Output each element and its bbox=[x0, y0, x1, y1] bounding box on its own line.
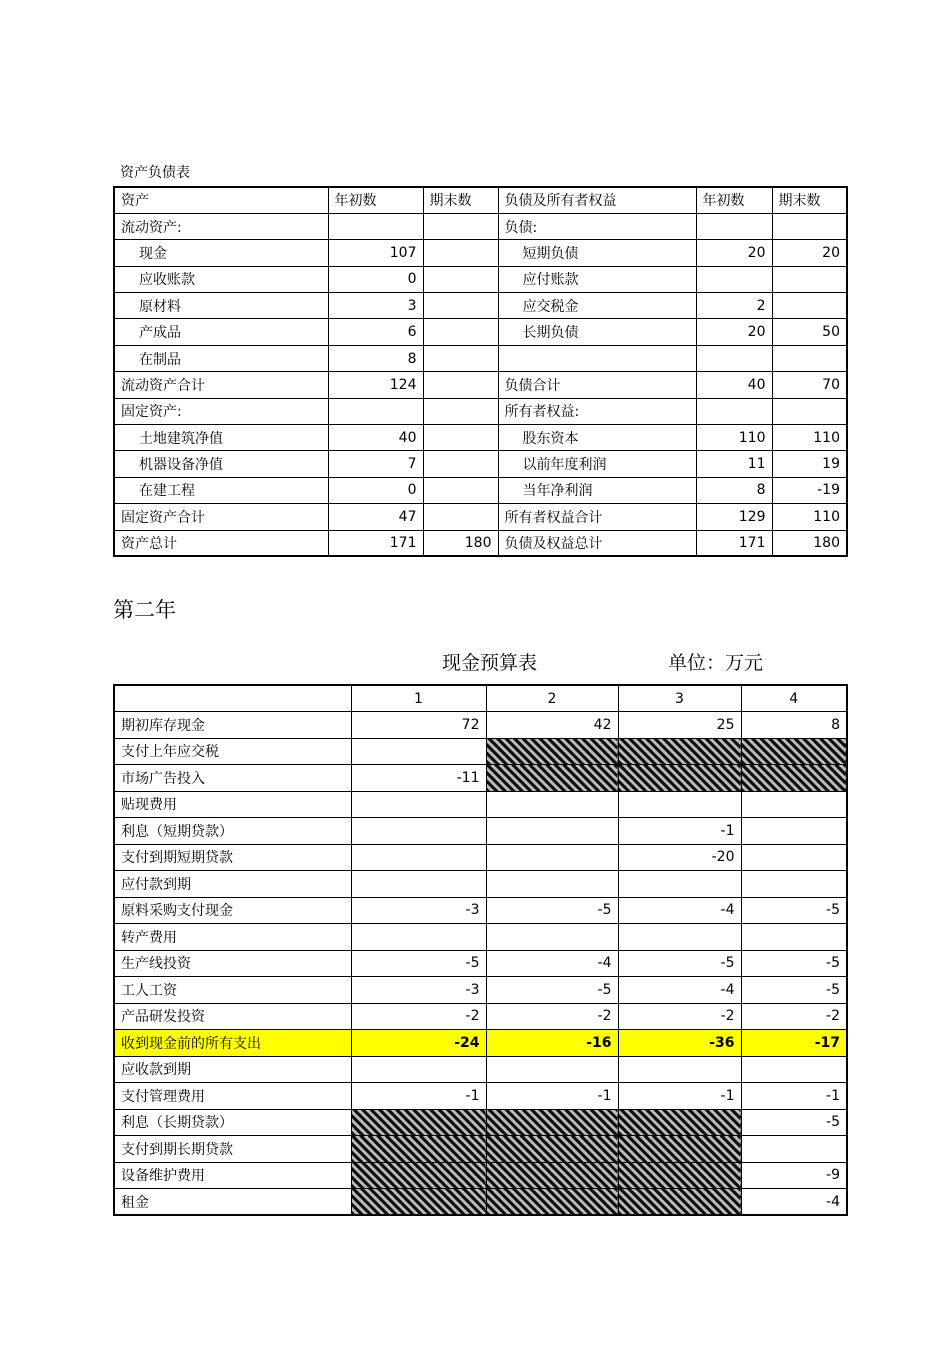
cash-budget-item-label: 租金 bbox=[114, 1189, 351, 1216]
hatched-cell bbox=[618, 1162, 741, 1189]
quarter-1-value: -24 bbox=[351, 1030, 486, 1057]
liability-begin-value: 8 bbox=[696, 477, 772, 503]
liability-end-value: 50 bbox=[772, 319, 847, 345]
cash-budget-item-label: 原料采购支付现金 bbox=[114, 897, 351, 924]
cash-budget-row bbox=[114, 871, 847, 898]
quarter-3-value bbox=[618, 791, 741, 818]
quarter-3-value bbox=[618, 871, 741, 898]
asset-label: 流动资产: bbox=[114, 213, 328, 239]
balance-sheet-row bbox=[114, 477, 847, 503]
cash-budget-table bbox=[113, 684, 848, 1216]
cash-budget-unit: 单位：万元 bbox=[668, 652, 764, 674]
liability-label: 当年净利润 bbox=[498, 477, 696, 503]
quarter-3-value: -1 bbox=[618, 1083, 741, 1110]
hatched-cell bbox=[351, 1162, 486, 1189]
liability-label: 应付账款 bbox=[498, 266, 696, 292]
quarter-4-value: -5 bbox=[741, 897, 847, 924]
asset-label: 原材料 bbox=[114, 293, 328, 319]
asset-begin-value: 0 bbox=[328, 477, 423, 503]
liability-label bbox=[498, 345, 696, 371]
liability-end-value: 110 bbox=[772, 425, 847, 451]
quarter-3-value: -5 bbox=[618, 950, 741, 977]
liability-label: 长期负债 bbox=[498, 319, 696, 345]
balance-sheet-row bbox=[114, 398, 847, 424]
asset-end-value bbox=[423, 345, 498, 371]
liability-end-value bbox=[772, 213, 847, 239]
header-liabilities: 负债及所有者权益 bbox=[498, 187, 696, 213]
hatched-cell bbox=[351, 1109, 486, 1136]
cash-budget-row bbox=[114, 791, 847, 818]
cash-budget-row bbox=[114, 738, 847, 765]
quarter-4-value bbox=[741, 791, 847, 818]
quarter-3-value: -20 bbox=[618, 844, 741, 871]
hatched-cell bbox=[618, 765, 741, 792]
hatched-cell bbox=[741, 765, 847, 792]
asset-end-value bbox=[423, 425, 498, 451]
asset-label: 现金 bbox=[114, 240, 328, 266]
quarter-4-value: -9 bbox=[741, 1162, 847, 1189]
asset-begin-value: 40 bbox=[328, 425, 423, 451]
cash-budget-item-label: 收到现金前的所有支出 bbox=[114, 1030, 351, 1057]
asset-end-value bbox=[423, 451, 498, 477]
liability-begin-value: 20 bbox=[696, 240, 772, 266]
cash-budget-total-row bbox=[114, 1030, 847, 1057]
quarter-4-value bbox=[741, 1056, 847, 1083]
hatched-cell bbox=[618, 1189, 741, 1216]
quarter-2-value bbox=[486, 791, 618, 818]
quarter-4-value bbox=[741, 818, 847, 845]
quarter-1-value: 72 bbox=[351, 712, 486, 739]
liability-end-value: 110 bbox=[772, 504, 847, 530]
quarter-1-value bbox=[351, 844, 486, 871]
liability-end-value bbox=[772, 293, 847, 319]
balance-sheet-row bbox=[114, 240, 847, 266]
quarter-4-value: -1 bbox=[741, 1083, 847, 1110]
cash-budget-item-label: 支付上年应交税 bbox=[114, 738, 351, 765]
balance-sheet-row bbox=[114, 372, 847, 398]
liability-end-value: 180 bbox=[772, 530, 847, 556]
cash-budget-row bbox=[114, 1083, 847, 1110]
cash-budget-header-row bbox=[114, 685, 847, 712]
cash-budget-item-label: 支付到期长期贷款 bbox=[114, 1136, 351, 1163]
hatched-cell bbox=[486, 1136, 618, 1163]
quarter-4-value bbox=[741, 924, 847, 951]
cash-budget-title: 现金预算表 bbox=[442, 652, 538, 674]
liability-begin-value bbox=[696, 345, 772, 371]
liability-label: 所有者权益: bbox=[498, 398, 696, 424]
liability-label: 以前年度利润 bbox=[498, 451, 696, 477]
asset-begin-value: 8 bbox=[328, 345, 423, 371]
cash-budget-item-label: 产品研发投资 bbox=[114, 1003, 351, 1030]
asset-begin-value: 107 bbox=[328, 240, 423, 266]
liability-label: 负债合计 bbox=[498, 372, 696, 398]
quarter-3-value: -2 bbox=[618, 1003, 741, 1030]
quarter-2-value bbox=[486, 844, 618, 871]
quarter-3-value: -1 bbox=[618, 818, 741, 845]
header-quarter-2: 2 bbox=[486, 685, 618, 712]
liability-begin-value bbox=[696, 266, 772, 292]
liability-begin-value: 110 bbox=[696, 425, 772, 451]
asset-begin-value: 0 bbox=[328, 266, 423, 292]
quarter-2-value: -4 bbox=[486, 950, 618, 977]
balance-sheet-row bbox=[114, 293, 847, 319]
hatched-cell bbox=[618, 738, 741, 765]
balance-sheet-title: 资产负债表 bbox=[120, 165, 190, 181]
asset-begin-value bbox=[328, 213, 423, 239]
asset-label: 土地建筑净值 bbox=[114, 425, 328, 451]
liability-begin-value bbox=[696, 398, 772, 424]
balance-sheet-row bbox=[114, 319, 847, 345]
hatched-cell bbox=[486, 765, 618, 792]
asset-begin-value: 6 bbox=[328, 319, 423, 345]
balance-sheet-row bbox=[114, 266, 847, 292]
hatched-cell bbox=[741, 738, 847, 765]
quarter-1-value bbox=[351, 924, 486, 951]
balance-sheet-row bbox=[114, 345, 847, 371]
quarter-4-value bbox=[741, 871, 847, 898]
cash-budget-item-label: 利息（长期贷款） bbox=[114, 1109, 351, 1136]
hatched-cell bbox=[351, 1136, 486, 1163]
cash-budget-row bbox=[114, 1109, 847, 1136]
quarter-3-value: -36 bbox=[618, 1030, 741, 1057]
asset-begin-value: 3 bbox=[328, 293, 423, 319]
quarter-1-value: -3 bbox=[351, 977, 486, 1004]
header-liabilities-begin: 年初数 bbox=[696, 187, 772, 213]
quarter-2-value bbox=[486, 871, 618, 898]
cash-budget-row bbox=[114, 950, 847, 977]
asset-end-value bbox=[423, 319, 498, 345]
header-quarter-1: 1 bbox=[351, 685, 486, 712]
asset-end-value bbox=[423, 293, 498, 319]
balance-sheet-row bbox=[114, 504, 847, 530]
asset-begin-value: 7 bbox=[328, 451, 423, 477]
liability-begin-value: 171 bbox=[696, 530, 772, 556]
header-quarter-4: 4 bbox=[741, 685, 847, 712]
cash-budget-row bbox=[114, 924, 847, 951]
cash-budget-row bbox=[114, 844, 847, 871]
cash-budget-row bbox=[114, 977, 847, 1004]
cash-budget-item-label: 贴现费用 bbox=[114, 791, 351, 818]
asset-end-value bbox=[423, 398, 498, 424]
header-quarter-3: 3 bbox=[618, 685, 741, 712]
quarter-2-value bbox=[486, 924, 618, 951]
asset-end-value bbox=[423, 504, 498, 530]
asset-label: 固定资产: bbox=[114, 398, 328, 424]
cash-budget-item-label: 期初库存现金 bbox=[114, 712, 351, 739]
liability-begin-value: 40 bbox=[696, 372, 772, 398]
hatched-cell bbox=[351, 1189, 486, 1216]
quarter-4-value: 8 bbox=[741, 712, 847, 739]
quarter-1-value: -11 bbox=[351, 765, 486, 792]
header-liabilities-end: 期末数 bbox=[772, 187, 847, 213]
asset-end-value bbox=[423, 477, 498, 503]
cash-budget-row bbox=[114, 897, 847, 924]
cash-budget-item-label: 应收款到期 bbox=[114, 1056, 351, 1083]
cash-budget-item-label: 利息（短期贷款） bbox=[114, 818, 351, 845]
quarter-3-value: -4 bbox=[618, 977, 741, 1004]
quarter-1-value: -2 bbox=[351, 1003, 486, 1030]
asset-label: 在制品 bbox=[114, 345, 328, 371]
asset-label: 流动资产合计 bbox=[114, 372, 328, 398]
quarter-1-value bbox=[351, 1056, 486, 1083]
asset-label: 固定资产合计 bbox=[114, 504, 328, 530]
asset-label: 在建工程 bbox=[114, 477, 328, 503]
year-heading: 第二年 bbox=[113, 598, 176, 622]
asset-end-value bbox=[423, 372, 498, 398]
asset-end-value: 180 bbox=[423, 530, 498, 556]
asset-label: 产成品 bbox=[114, 319, 328, 345]
asset-end-value bbox=[423, 266, 498, 292]
cash-budget-row bbox=[114, 712, 847, 739]
hatched-cell bbox=[486, 738, 618, 765]
balance-sheet-row bbox=[114, 213, 847, 239]
balance-sheet-row bbox=[114, 425, 847, 451]
balance-sheet-row bbox=[114, 530, 847, 556]
quarter-2-value: -5 bbox=[486, 897, 618, 924]
liability-end-value: 70 bbox=[772, 372, 847, 398]
asset-begin-value bbox=[328, 398, 423, 424]
liability-label: 负债: bbox=[498, 213, 696, 239]
quarter-3-value: -4 bbox=[618, 897, 741, 924]
cash-budget-row bbox=[114, 818, 847, 845]
asset-begin-value: 171 bbox=[328, 530, 423, 556]
liability-begin-value: 129 bbox=[696, 504, 772, 530]
quarter-3-value: 25 bbox=[618, 712, 741, 739]
liability-end-value bbox=[772, 345, 847, 371]
liability-end-value: 20 bbox=[772, 240, 847, 266]
cash-budget-item-label: 生产线投资 bbox=[114, 950, 351, 977]
cash-budget-row bbox=[114, 1003, 847, 1030]
liability-begin-value: 2 bbox=[696, 293, 772, 319]
quarter-3-value bbox=[618, 1056, 741, 1083]
liability-label: 所有者权益合计 bbox=[498, 504, 696, 530]
hatched-cell bbox=[486, 1189, 618, 1216]
liability-label: 负债及权益总计 bbox=[498, 530, 696, 556]
quarter-2-value: -5 bbox=[486, 977, 618, 1004]
asset-begin-value: 47 bbox=[328, 504, 423, 530]
asset-label: 机器设备净值 bbox=[114, 451, 328, 477]
quarter-1-value: -5 bbox=[351, 950, 486, 977]
asset-end-value bbox=[423, 240, 498, 266]
cash-budget-row bbox=[114, 1136, 847, 1163]
liability-end-value: -19 bbox=[772, 477, 847, 503]
cash-budget-item-label: 工人工资 bbox=[114, 977, 351, 1004]
quarter-1-value: -3 bbox=[351, 897, 486, 924]
cash-budget-item-label: 支付到期短期贷款 bbox=[114, 844, 351, 871]
quarter-1-value: -1 bbox=[351, 1083, 486, 1110]
asset-end-value bbox=[423, 213, 498, 239]
hatched-cell bbox=[618, 1136, 741, 1163]
quarter-2-value: -2 bbox=[486, 1003, 618, 1030]
liability-label: 短期负债 bbox=[498, 240, 696, 266]
liability-label: 应交税金 bbox=[498, 293, 696, 319]
cash-budget-item-label: 转产费用 bbox=[114, 924, 351, 951]
quarter-2-value: -16 bbox=[486, 1030, 618, 1057]
quarter-4-value: -5 bbox=[741, 1109, 847, 1136]
hatched-cell bbox=[486, 1162, 618, 1189]
liability-begin-value: 20 bbox=[696, 319, 772, 345]
quarter-1-value bbox=[351, 871, 486, 898]
quarter-1-value bbox=[351, 791, 486, 818]
liability-label: 股东资本 bbox=[498, 425, 696, 451]
asset-label: 资产总计 bbox=[114, 530, 328, 556]
cash-budget-item-label: 应付款到期 bbox=[114, 871, 351, 898]
quarter-4-value: -5 bbox=[741, 977, 847, 1004]
liability-begin-value: 11 bbox=[696, 451, 772, 477]
balance-sheet-row bbox=[114, 451, 847, 477]
cash-budget-row bbox=[114, 765, 847, 792]
liability-end-value: 19 bbox=[772, 451, 847, 477]
quarter-1-value bbox=[351, 818, 486, 845]
asset-label: 应收账款 bbox=[114, 266, 328, 292]
liability-end-value bbox=[772, 266, 847, 292]
quarter-4-value: -5 bbox=[741, 950, 847, 977]
liability-end-value bbox=[772, 398, 847, 424]
quarter-4-value: -17 bbox=[741, 1030, 847, 1057]
quarter-4-value: -2 bbox=[741, 1003, 847, 1030]
quarter-2-value: 42 bbox=[486, 712, 618, 739]
quarter-2-value bbox=[486, 1056, 618, 1083]
quarter-4-value bbox=[741, 844, 847, 871]
header-assets-begin: 年初数 bbox=[328, 187, 423, 213]
balance-sheet-header-row bbox=[114, 187, 847, 213]
cash-budget-row bbox=[114, 1162, 847, 1189]
cash-budget-item-label: 市场广告投入 bbox=[114, 765, 351, 792]
hatched-cell bbox=[486, 1109, 618, 1136]
cash-budget-row bbox=[114, 1056, 847, 1083]
hatched-cell bbox=[618, 1109, 741, 1136]
quarter-3-value bbox=[618, 924, 741, 951]
balance-sheet-table bbox=[113, 186, 848, 557]
quarter-4-value: -4 bbox=[741, 1189, 847, 1216]
cash-budget-row bbox=[114, 1189, 847, 1216]
quarter-2-value: -1 bbox=[486, 1083, 618, 1110]
header-assets: 资产 bbox=[114, 187, 328, 213]
cash-budget-item-label: 支付管理费用 bbox=[114, 1083, 351, 1110]
cash-budget-item-label: 设备维护费用 bbox=[114, 1162, 351, 1189]
asset-begin-value: 124 bbox=[328, 372, 423, 398]
header-item bbox=[114, 685, 351, 712]
quarter-2-value bbox=[486, 818, 618, 845]
liability-begin-value bbox=[696, 213, 772, 239]
header-assets-end: 期末数 bbox=[423, 187, 498, 213]
quarter-4-value bbox=[741, 1136, 847, 1163]
quarter-1-value bbox=[351, 738, 486, 765]
